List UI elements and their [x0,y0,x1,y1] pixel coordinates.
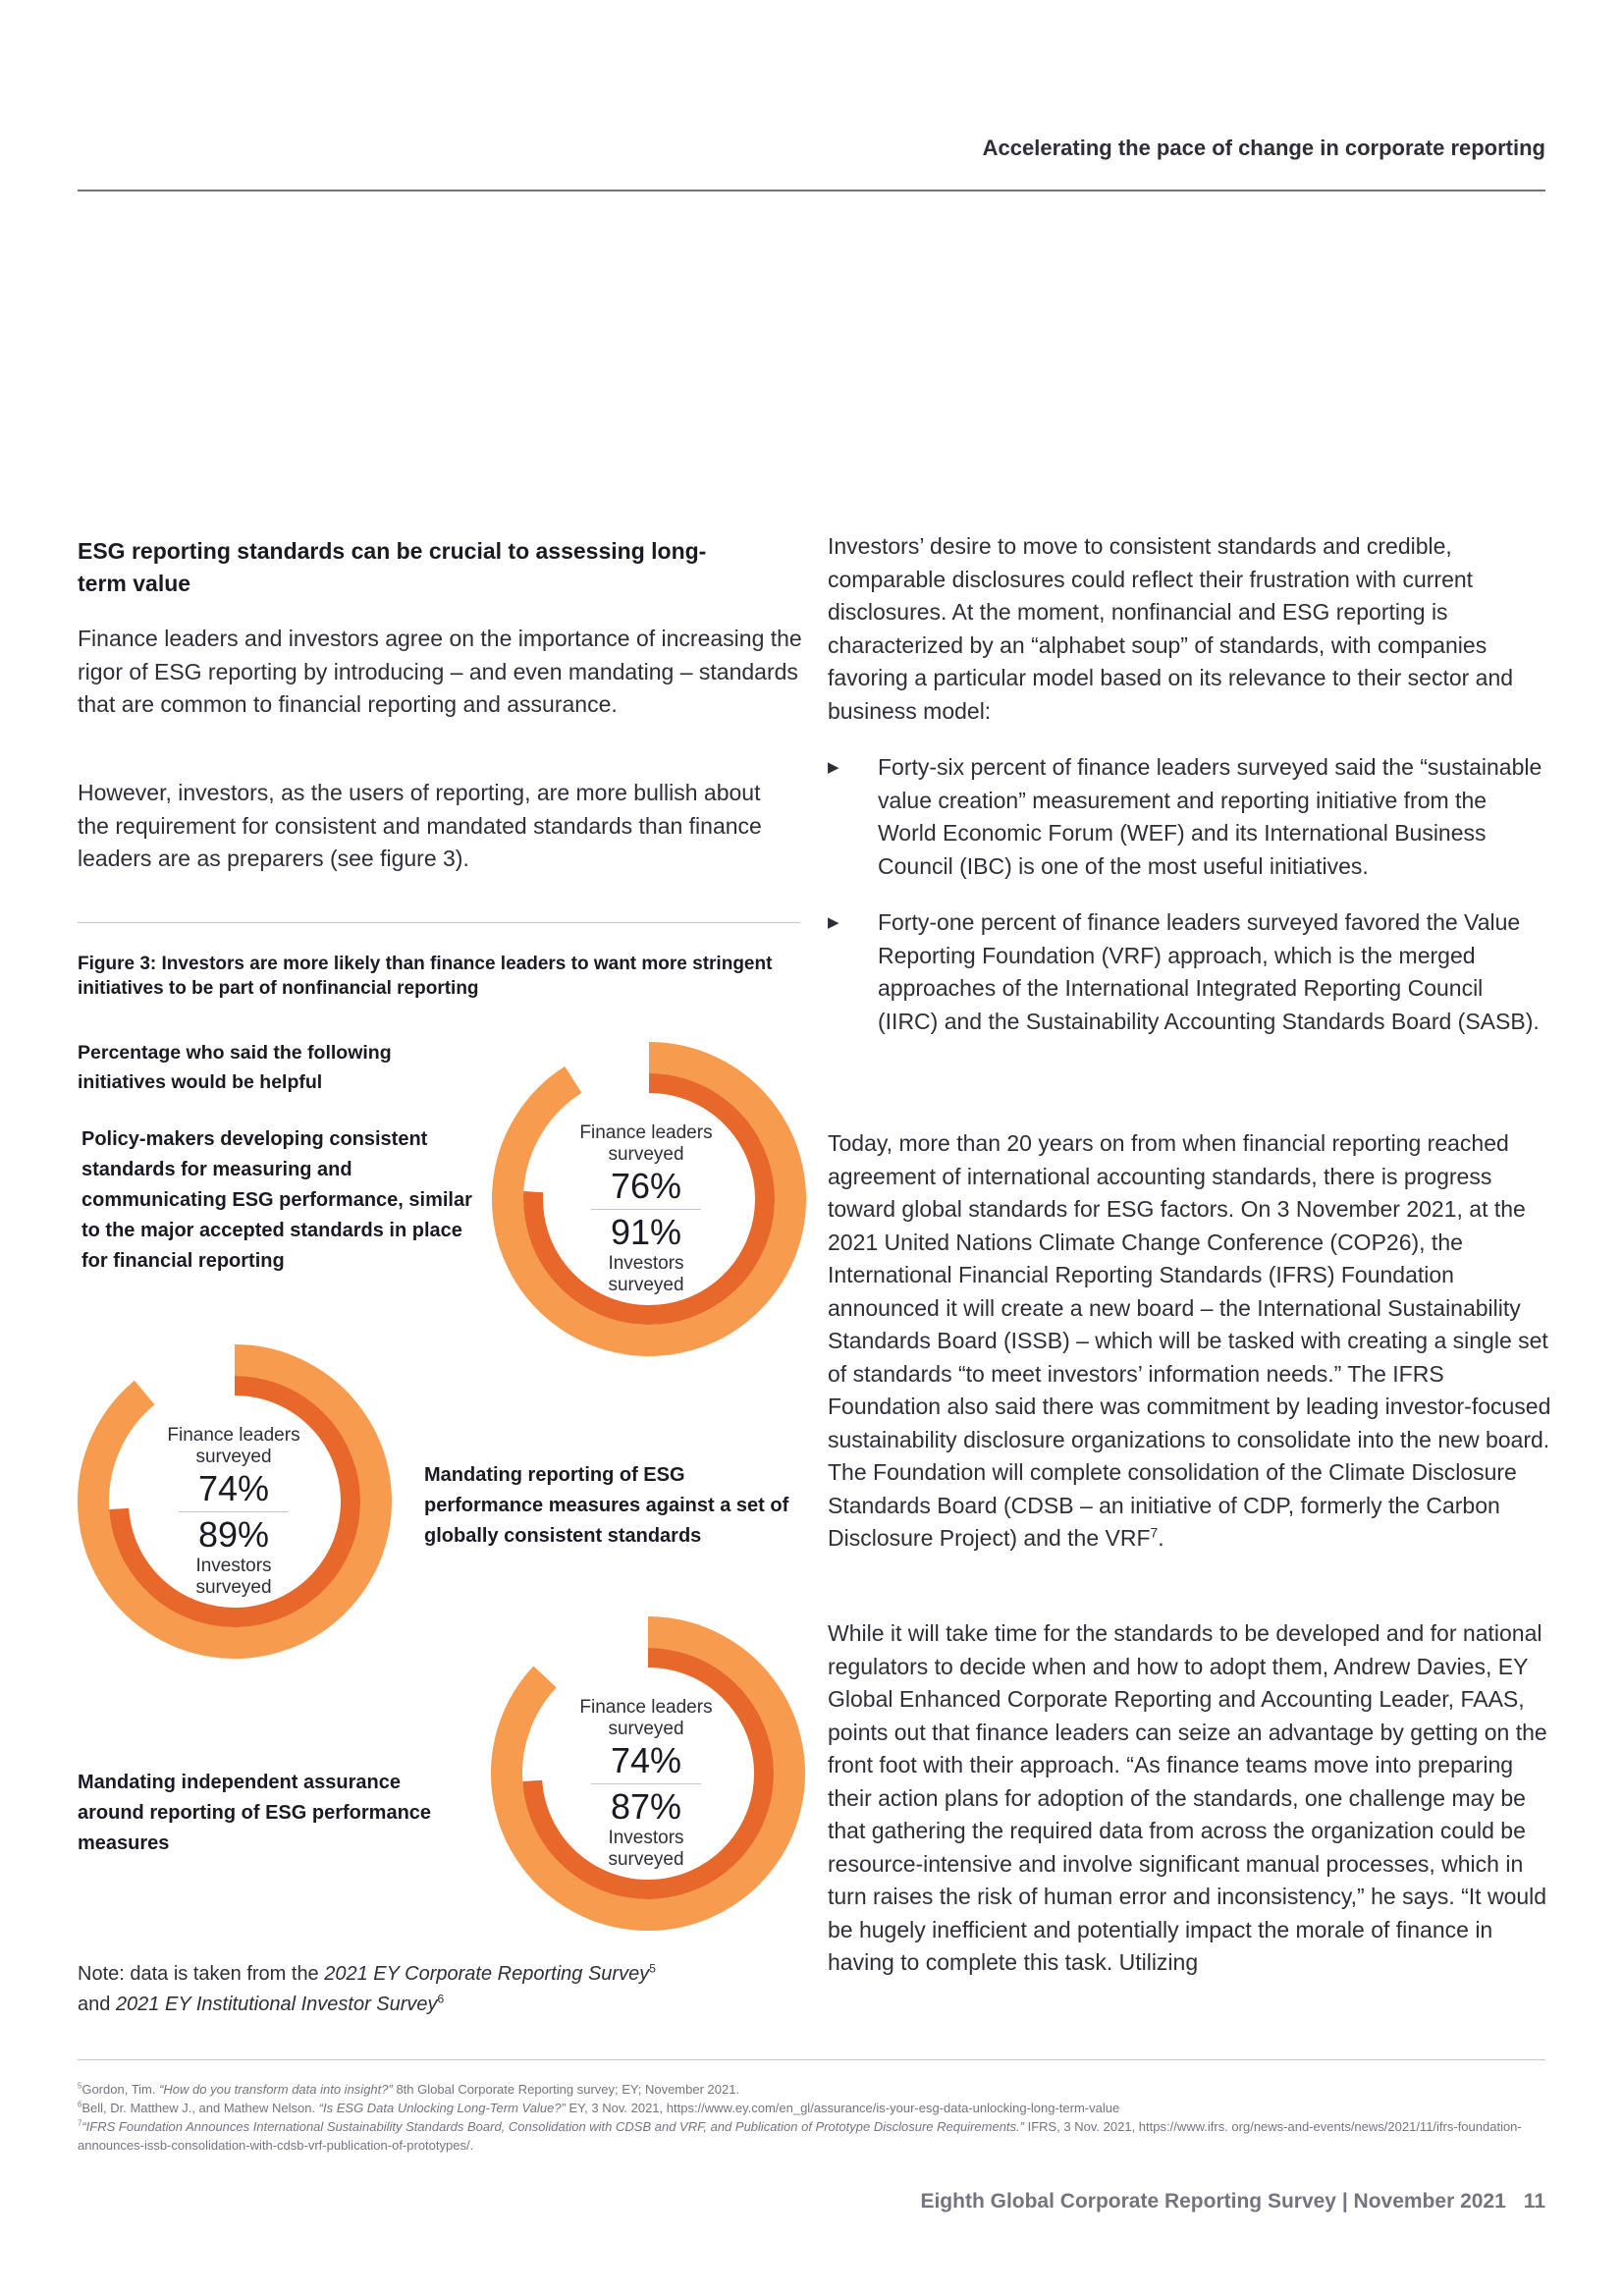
bullet-triangle-icon: ▶ [828,914,839,931]
list-item: ▶ Forty-one percent of finance leaders surveyed favored the Value Reporting Foundation (VRF) approach, which is the merged approaches of the International Integrated Reporting Council (IIRC) and the Sustainability Accounting Standards Board (SASB). [828,906,1544,1038]
investors-value: 89% [197,1514,270,1555]
finance-leaders-value: 76% [610,1166,682,1206]
donut-1-labels [572,1122,720,1296]
footnote-7: $^7$“IFRS Foundation Announces International Sustainability Standards Board, Consolidation with CDSB and VRF, and Publication of Prototype Disclosure Requirements.” IFRS, 3 Nov. 2021, https://www.ifrs. org/news-and-events/news/2021/11/ifrs-foundation-announces-issb-consolidation-with-cdsb-vrf-publication-of-prototypes/. [78,2118,1522,2153]
left-paragraph-2: However, investors, as the users of reporting, are more bullish about the requirement for consistent and mandated standards than finance leaders are as preparers (see figure 3). [78,780,762,871]
footnote-rule [78,2059,1545,2060]
donut-separator [591,1209,701,1210]
donut-3-labels [572,1697,720,1871]
initiative-label-1: Policy-makers developing consistent standards for measuring and communicating ESG performance, similar to the major accepted standards in place for financial reporting [81,1128,472,1272]
donut-2-labels [160,1425,307,1599]
note-ref-5: 5 [649,1961,656,1976]
investors-value: 91% [610,1212,682,1252]
footnote-5: $^5$Gordon, Tim. “How do you transform data into insight?” 8th Global Corporate Reporting survey; EY; November 2021. [78,2081,740,2097]
bullet-list [828,751,1544,1038]
footnotes [78,2080,1550,2155]
right-paragraph-3: While it will take time for the standards to be developed and for national regulators to decide when and how to adopt them, Andrew Davies, EY Global Enhanced Corporate Reporting and Accounting Leader, FAAS, points out that finance leaders can seize an advantage by getting on the front foot with their approach. “As finance teams move into preparing their action plans for adoption of the standards, one challenge may be that gathering the required data from across the organization could be resource-intensive and involve significant manual processes, which in turn raises the risk of human error and inconsistency,” he says. “It would be hugely inefficient and potentially impact the morale of finance in having to complete this task. Utilizing [828,1620,1547,1975]
note-mid: and [78,1994,116,2015]
footnote-6: $^6$Bell, Dr. Matthew J., and Mathew Nelson. “Is ESG Data Unlocking Long-Term Value?” EY, 3 Nov. 2021, https://www.ey.com/en_gl/assurance/is-your-esg-data-unlocking-long-term-value [78,2100,1120,2115]
list-item: ▶ Forty-six percent of finance leaders surveyed said the “sustainable value creation” measurement and reporting initiative from the World Economic Forum (WEF) and its International Business Council (IBC) is one of the most useful initiatives. [828,751,1544,883]
finance-leaders-label: Finance leaders surveyed [579,1697,713,1739]
right-paragraph-2: Today, more than 20 years on from when financial reporting reached agreement of international accounting standards, there is progress toward global standards for ESG factors. On 3 November 2021, at the 2021 United Nations Climate Change Conference (COP26), the International Financial Reporting Standards (IFRS) Foundation announced it will create a new board – the International Sustainability Standards Board (ISSB) – which will be tasked with creating a single set of standards “to meet investors’ information needs.” The IFRS Foundation also said there was commitment by leading investor-focused sustainability disclosure organizations to consolidate into the new board. The Foundation will complete consolidation of the Climate Disclosure Standards Board (CDSB – an initiative of CDP, formerly the Carbon Disclosure Project) and the VRF$^7$. [828,1130,1551,1551]
figure-divider [78,922,800,923]
figure-note [78,1959,765,2020]
finance-leaders-label: Finance leaders surveyed [579,1122,713,1165]
note-prefix: Note: data is taken from the [78,1963,325,1985]
note-survey-2: 2021 EY Institutional Investor Survey [115,1994,438,2015]
header-rule [78,190,1545,191]
finance-leaders-value: 74% [610,1740,682,1780]
page-footer [920,2190,1545,2214]
right-paragraph-1: Investors’ desire to move to consistent standards and credible, comparable disclosures could reflect their frustration with current disclosures. At the moment, nonfinancial and ESG reporting is characterized by an “alphabet soup” of standards, with companies favoring a particular model based on its relevance to their sector and business model: [828,533,1514,724]
note-ref-6: 6 [437,1992,445,2006]
bullet-triangle-icon: ▶ [828,759,839,776]
footer-title: Eighth Global Corporate Reporting Survey | November 2021 [920,2190,1506,2213]
investors-label: Investors surveyed [608,1253,684,1295]
donut-separator [179,1511,289,1512]
ref-7: 7 [1150,1525,1159,1541]
initiative-label-2: Mandating reporting of ESG performance measures against a set of globally consistent standards [424,1464,789,1547]
investors-label: Investors surveyed [195,1556,272,1598]
donut-separator [591,1783,701,1784]
investors-value: 87% [610,1786,682,1827]
figure-subtitle: Percentage who said the following initiatives would be helpful [78,1042,392,1093]
finance-leaders-label: Finance leaders surveyed [167,1425,300,1467]
page-number: 11 [1523,2190,1545,2213]
figure-title: Figure 3: Investors are more likely than finance leaders to want more stringent initiatives to be part of nonfinancial reporting [78,954,773,999]
investors-label: Investors surveyed [608,1828,684,1870]
note-survey-1: 2021 EY Corporate Reporting Survey [324,1963,650,1985]
section-heading: ESG reporting standards can be crucial to assessing long-term value [78,538,707,596]
finance-leaders-value: 74% [197,1468,270,1508]
left-paragraph-1: Finance leaders and investors agree on the importance of increasing the rigor of ESG reporting by introducing – and even mandating – standards that are common to financial reporting and assurance. [78,626,802,717]
initiative-label-3: Mandating independent assurance around reporting of ESG performance measures [78,1772,432,1854]
running-header: Accelerating the pace of change in corporate reporting [982,136,1545,160]
